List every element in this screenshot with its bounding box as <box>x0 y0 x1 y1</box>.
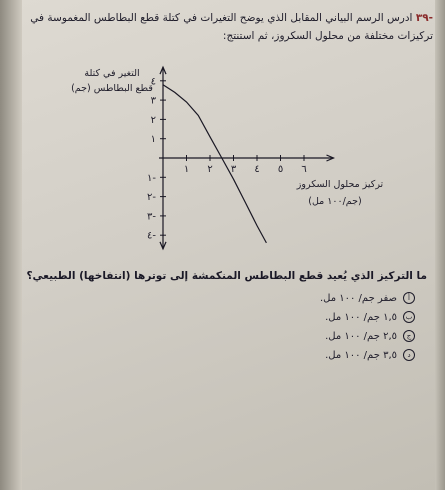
chart-axes <box>159 67 334 249</box>
option-b-text: ١,٥ جم/ ١٠٠ مل. <box>325 311 397 323</box>
x-tick-label: ١ <box>183 164 190 175</box>
chart-ticks <box>147 76 307 241</box>
x-tick-label: ٤ <box>254 164 260 175</box>
y-tick-label: ٢ <box>150 114 156 126</box>
option-d-text: ٣,٥ جم/ ١٠٠ مل. <box>325 349 397 361</box>
option-c[interactable] <box>325 330 415 342</box>
y-axis-label-line-1: التغير في كتلة <box>84 68 140 79</box>
x-tick-label: ٢ <box>207 164 213 175</box>
option-b-marker[interactable]: ب <box>403 311 415 323</box>
y-tick-label: ٢- <box>147 192 156 204</box>
series-line <box>163 85 266 243</box>
option-a-marker[interactable]: أ <box>403 292 415 304</box>
option-c-text: ٢,٥ جم/ ١٠٠ مل. <box>325 330 397 342</box>
option-c-marker[interactable]: ج <box>403 330 415 342</box>
question-text-line-2: تركيزات مختلفة من محلول السكروز، ثم استنتج: <box>222 30 433 42</box>
y-tick-label: ١- <box>147 172 156 184</box>
y-axis-label-line-2: قطع البطاطس (جم) <box>71 83 153 94</box>
y-tick-label: ١ <box>150 134 156 146</box>
option-a[interactable] <box>320 292 415 304</box>
option-b[interactable] <box>325 311 415 323</box>
y-tick-label: ٣ <box>150 95 156 107</box>
x-tick-label: ٣ <box>230 164 237 175</box>
y-tick-label: ٤- <box>147 230 156 242</box>
x-axis-label-line-1: تركيز محلول السكروز <box>296 179 384 190</box>
x-tick-label: ٥ <box>277 164 284 175</box>
x-axis-label-line-2: (جم/١٠٠ مل) <box>308 196 362 207</box>
x-tick-label: ٦ <box>301 164 307 175</box>
option-d[interactable] <box>325 349 415 361</box>
y-tick-label: ٤ <box>150 76 156 88</box>
question-text-line-1: ادرس الرسم البياني المقابل الذي يوضح التغيرات في كتلة قطع البطاطس المغموسة في <box>30 12 413 24</box>
sub-question: ما التركيز الذي يُعيد قطع البطاطس المنكمشة إلى توترها (انتفاخها) الطبيعي؟ <box>26 270 427 282</box>
y-tick-label: ٣- <box>147 211 156 223</box>
option-d-marker[interactable]: د <box>403 349 415 361</box>
option-a-text: صفر جم/ ١٠٠ مل. <box>319 292 397 304</box>
question-number: -٣٩ <box>415 12 433 24</box>
